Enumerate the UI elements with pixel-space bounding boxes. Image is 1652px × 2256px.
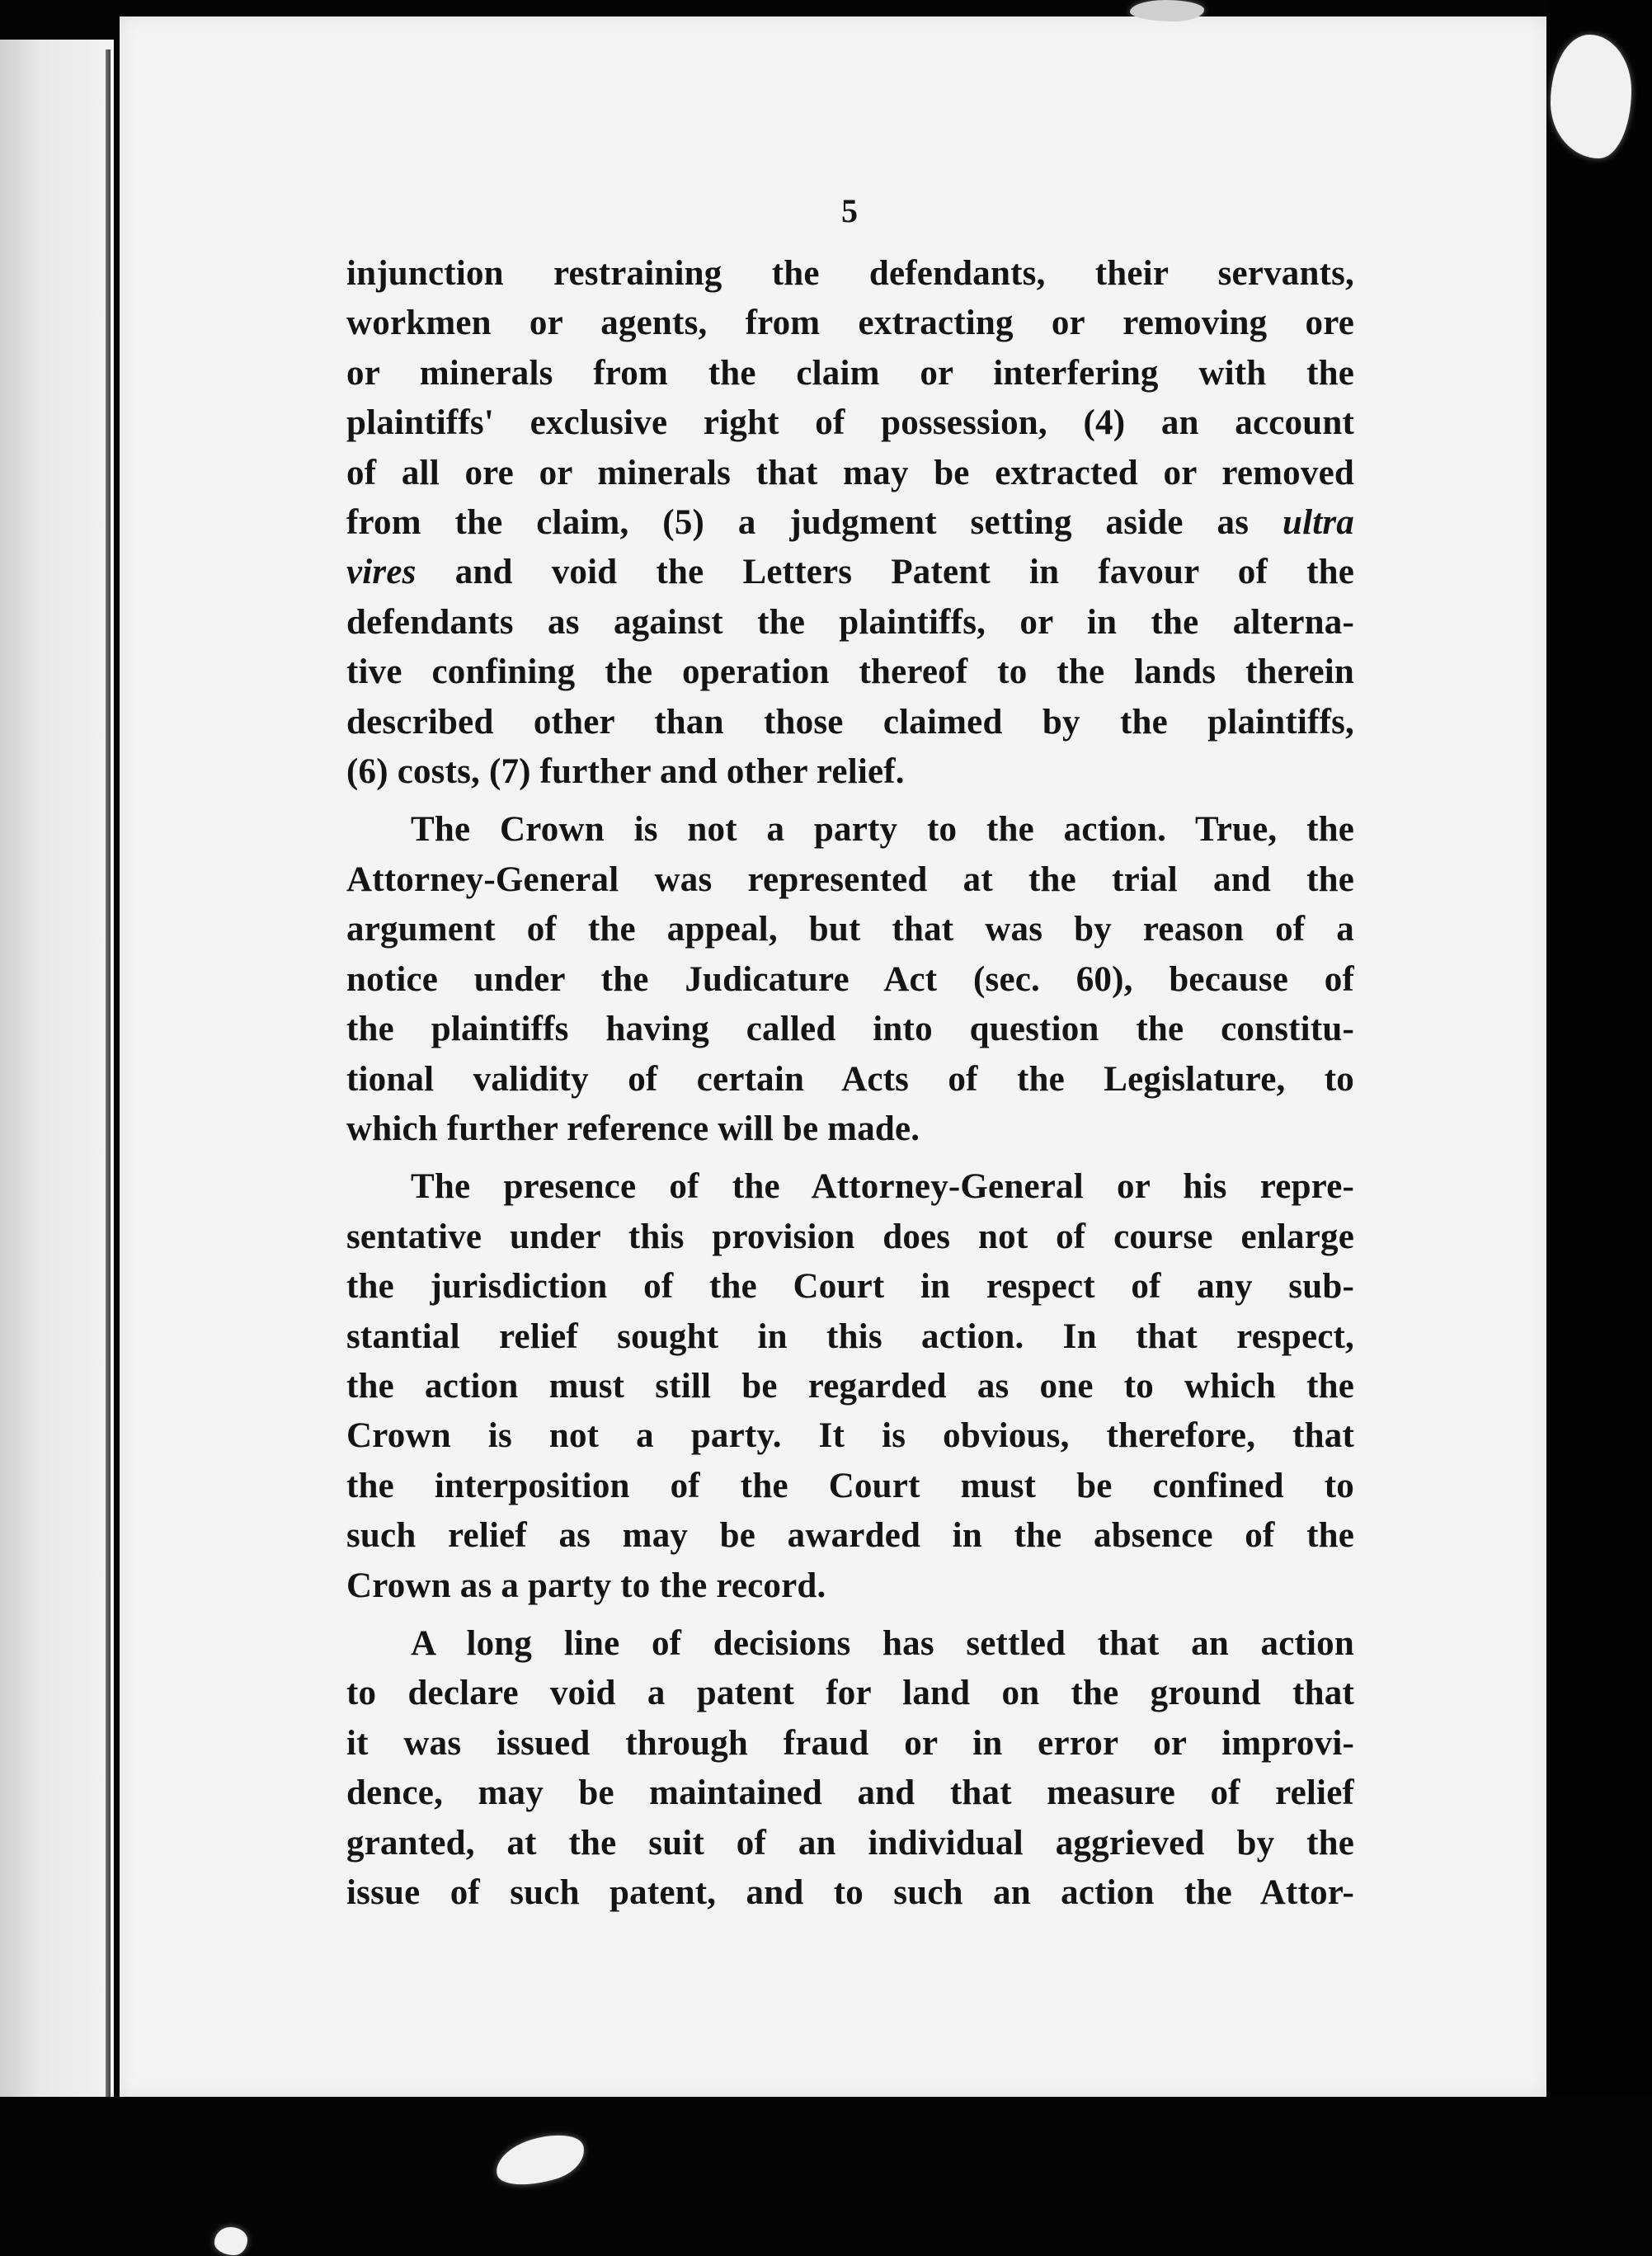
- scan-blot-bottom-left-2: [214, 2227, 247, 2255]
- paragraph-4: [346, 1619, 1354, 1918]
- text-line: tional validity of certain Acts of the Legislature, to: [346, 1059, 1354, 1099]
- text-line: described other than those claimed by the plaintiffs,: [346, 702, 1354, 742]
- text-line: the interposition of the Court must be confined to: [346, 1466, 1354, 1505]
- text-line: such relief as may be awarded in the absence of the: [346, 1516, 1354, 1556]
- page-number: 5: [841, 192, 858, 229]
- text-line: or minerals from the claim or interfering with the: [346, 353, 1354, 393]
- text-line: the action must still be regarded as one to which the: [346, 1366, 1354, 1406]
- text-line: defendants as against the plaintiffs, or in the alterna-: [346, 602, 1354, 642]
- scan-bottom-edge: [0, 2097, 1652, 2256]
- text-line: Crown is not a party. It is obvious, therefore, that: [346, 1416, 1354, 1456]
- text-line: it was issued through fraud or in error or improvi-: [346, 1723, 1354, 1763]
- text-line: which further reference will be made.: [346, 1109, 920, 1148]
- text-line: Attorney-General was represented at the trial and the: [346, 860, 1354, 899]
- text-line: vires and void the Letters Patent in favour of the: [346, 553, 1354, 592]
- text-line: the jurisdiction of the Court in respect of any sub-: [346, 1267, 1354, 1307]
- text-line: A long line of decisions has settled that an action: [411, 1623, 1354, 1663]
- text-line: issue of such patent, and to such an action the Attor-: [346, 1873, 1354, 1912]
- text-line: The Crown is not a party to the action. True, the: [411, 810, 1354, 850]
- text-line: The presence of the Attorney-General or his repre-: [411, 1167, 1354, 1207]
- paragraph-3: [346, 1162, 1354, 1611]
- text-line: from the claim, (5) a judgment setting aside as ultra: [346, 503, 1354, 543]
- text-line: to declare void a patent for land on the ground that: [346, 1674, 1354, 1713]
- text-line: injunction restraining the defendants, their servants,: [346, 254, 1354, 293]
- text-line: Crown as a party to the record.: [346, 1566, 826, 1605]
- page-gutter-fold: [106, 49, 111, 2244]
- paragraph-2: [346, 805, 1354, 1154]
- text-line: plaintiffs' exclusive right of possession, (4) an account: [346, 403, 1354, 443]
- text-line: notice under the Judicature Act (sec. 60), because of: [346, 959, 1354, 999]
- text-line: tive confining the operation thereof to the lands therein: [346, 652, 1354, 692]
- scan-blot-top-right: [1551, 35, 1631, 158]
- text-line: stantial relief sought in this action. In that respect,: [346, 1316, 1354, 1356]
- text-line: granted, at the suit of an individual aggrieved by the: [346, 1823, 1354, 1863]
- text-line: the plaintiffs having called into question the constitu-: [346, 1010, 1354, 1049]
- paragraph-1: [346, 249, 1354, 797]
- text-line: argument of the appeal, but that was by reason of a: [346, 910, 1354, 949]
- text-line: sentative under this provision does not of course enlarge: [346, 1217, 1354, 1256]
- previous-page-edge: [0, 40, 114, 2256]
- text-line: dence, may be maintained and that measure of relief: [346, 1773, 1354, 1813]
- text-line: (6) costs, (7) further and other relief.: [346, 752, 905, 792]
- scan-right-edge: [1546, 0, 1652, 2256]
- text-line: of all ore or minerals that may be extracted or removed: [346, 453, 1354, 492]
- text-line: workmen or agents, from extracting or removing ore: [346, 304, 1354, 343]
- body-text: [346, 249, 1354, 1926]
- scan-blot-top-center: [1130, 0, 1204, 21]
